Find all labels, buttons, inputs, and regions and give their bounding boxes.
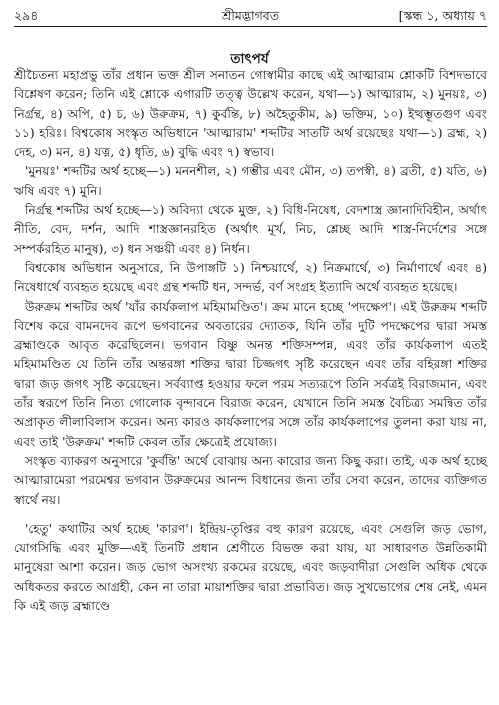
- paragraph-4: বিশ্বকোষ অভিধান অনুসারে, নি উপাঙ্গটি ১) নিশ্চয়ার্থে, ২) নিক্রমার্থে, ৩) নির্মাণার্থে এবং ৪) নিষেধার্থে ব্যবহৃত হয়েছে এবং গ্রন্থ শব্দটি ধন, সন্দর্ভ, বর্ণ সংগ্রহ ইত্যাদি অর্থে ব্যবহৃত হয়েছে।: [14, 260, 487, 295]
- paragraph-6: সংস্কৃত ব্যাকরণ অনুসারে 'কুর্বন্তি' অর্থে বোঝায় অন্য কারোর জন্য কিছু করা। তাই, এক অর্থ হচ্ছে আত্মারামেরা পরমেশ্বর ভগবান উরুক্রমের আনন্দ বিধানের জন্য তাঁর সেবা করেন, তাদের ব্যক্তিগত স্বার্থে নয়।: [14, 453, 487, 507]
- purport-body: [14, 66, 487, 616]
- paragraph-5: উরুক্রম শব্দটির অর্থ 'যাঁর কার্যকলাপ মহিমামণ্ডিত'। ক্রম মানে হচ্ছে 'পদক্ষেপ'। এই উরুক্রম শব্দটি বিশেষ করে বামনদেব রূপে ভগবানের অবতারের দ্যোতক, যিনি তাঁর দুটি পদক্ষেপের দ্বারা সমস্ত ব্রহ্মাণ্ডকে আবৃত করেছিলেন। ভগবান বিষ্ণু অনন্ত শক্তিসম্পন্ন, এবং তাঁর কার্যকলাপ এতই মহিমামণ্ডিত যে তিনি তাঁর অন্তরঙ্গা শক্তির দ্বারা চিজ্জগৎ সৃষ্টি করেছেন এবং তাঁর বহিরঙ্গা শক্তির দ্বারা জড় জগৎ সৃষ্টি করেছেন। সর্বব্যাপ্ত হওয়ার ফলে পরম সত্যরূপে তিনি সর্বত্রই বিরাজমান, এবং তাঁর স্বরূপে তিনি নিত্য গোলোক বৃন্দাবনে বিরাজ করেন, যেখানে তিনি সমস্ত বৈচিত্র্য সমন্বিত তাঁর অপ্রাকৃত লীলাবিলাস করেন। অন্য কারও কার্যকলাপের সঙ্গে তাঁর কার্যকলাপের তুলনা করা যায় না, এবং তাই 'উরুক্রম' শব্দটি কেবল তাঁর ক্ষেত্রেই প্রযোজ্য।: [14, 299, 487, 449]
- book-title: শ্রীমদ্ভাগবত: [221, 8, 280, 23]
- header-divider: [14, 26, 487, 27]
- page-header: [14, 6, 487, 28]
- paragraph-1: শ্রীচৈতন্য মহাপ্রভু তাঁর প্রধান ভক্ত শ্রীল সনাতন গোস্বামীর কাছে এই আত্মারাম শ্লোকটি বিশদভাবে বিশ্লেষণ করেন; তিনি এই শ্লোকে এগারটি তত্ত্ব উল্লেখ করেন, যথা—১) আত্মারাম, ২) মুনয়ঃ, ৩) নির্গ্রন্থ, ৪) অপি, ৫) চ, ৬) উরুক্রম, ৭) কুর্বন্তি, ৮) অহৈতুকীম, ৯) ভক্তিম, ১০) ইত্থম্ভূতগুণ এবং ১১) হরিঃ। বিশ্বকোষ সংস্কৃত অভিধানে 'আত্মারাম' শব্দটির সাতটি অর্থ রয়েছেঃ যথা—১) ব্রহ্ম, ২) দেহ, ৩) মন, ৪) যত্ন, ৫) ধৃতি, ৬) বুদ্ধি এবং ৭) স্বভাব।: [14, 68, 487, 160]
- page-number: ২৯৪: [14, 8, 39, 23]
- paragraph-7: 'হেতু' কথাটির অর্থ হচ্ছে 'কারণ'। ইন্দ্রিয়-তৃপ্তির বহু কারণ রয়েছে, এবং সেগুলি জড় ভোগ, যোগসিদ্ধি এবং মুক্তি—এই তিনটি প্রধান শ্রেণীতে বিভক্ত করা যায়, যা সাধারণত উন্নতিকামী মানুষেরা আশা করেন। জড় ভোগ অসংখ্য রকমের রয়েছে, এবং জড়বাদীরা সেগুলি অধিক থেকে অধিকতর করতে আগ্রহী, কেন না তারা মায়াশক্তির দ্বারা প্রভাবিত। জড় সুখভোগের শেষ নেই, এমন কি এই জড় ব্রহ্মাণ্ডে: [14, 521, 487, 614]
- paragraph-3: নির্গ্রন্থ শব্দটির অর্থ হচ্ছে—১) অবিদ্যা থেকে মুক্ত, ২) বিধি-নিষেধ, বেদশাস্ত্র জ্ঞানাদিবিহীন, অর্থাৎ নীতি, বেদ, দর্শন, আদি শাস্ত্রজ্ঞানরহিত (অর্থাৎ মূর্খ, নিচ, শ্লেচ্ছ আদি শাস্ত্র-নির্দেশের সঙ্গে সম্পর্করহিত মানুষ), ৩) ধন সঞ্চয়ী এবং ৪) নির্ধন।: [14, 203, 487, 256]
- purport-heading: তাৎপর্য: [230, 51, 269, 67]
- section-reference: [স্কন্ধ ১, অধ্যায় ৭: [398, 8, 487, 23]
- paragraph-2: 'মুনয়ঃ' শব্দটির অর্থ হচ্ছে—১) মননশীল, ২) গম্ভীর এবং মৌন, ৩) তপস্বী, ৪) ব্রতী, ৫) যতি, ৬) ঋষি এবং ৭) মুনি।: [14, 164, 487, 198]
